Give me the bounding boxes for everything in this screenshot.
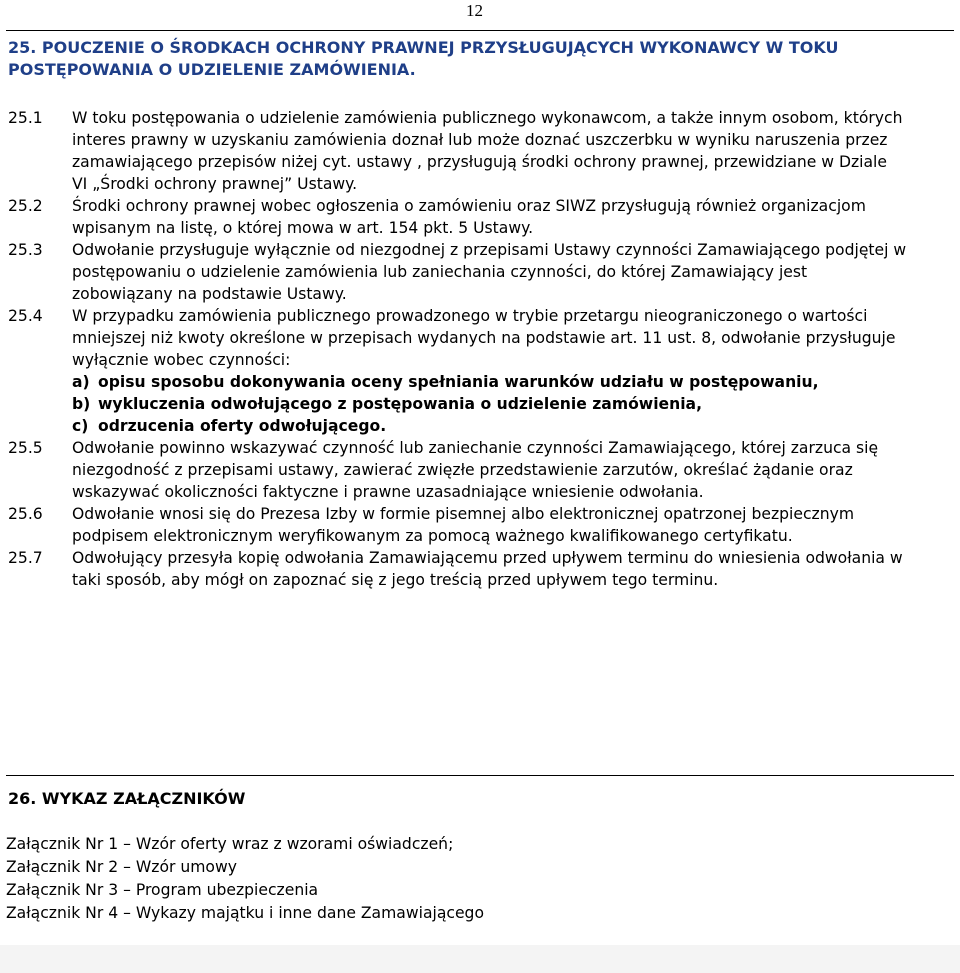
item-number: 25.2 [8, 197, 43, 215]
section-25-items [8, 107, 953, 591]
text-line: VI „Środki ochrony prawnej” Ustawy. [72, 175, 358, 193]
item-number: 25.4 [8, 307, 43, 325]
attachment-item: Załącznik Nr 4 – Wykazy majątku i inne dane Zamawiającego [6, 904, 484, 922]
text-line: Odwołanie przysługuje wyłącznie od niezgodnej z przepisami Ustawy czynności Zamawiającego podjętej w [72, 241, 907, 259]
item-text [72, 547, 953, 591]
text-line: zamawiającego przepisów niżej cyt. ustawy , przysługują środki ochrony prawnej, przewidziane w Dziale [72, 153, 887, 171]
text-line: Odwołujący przesyła kopię odwołania Zamawiającemu przed upływem terminu do wniesienia odwołania w [72, 549, 903, 567]
text-line: mniejszej niż kwoty określone w przepisach wydanych na podstawie art. 11 ust. 8, odwołanie przysługuje [72, 329, 896, 347]
attachment-item: Załącznik Nr 2 – Wzór umowy [6, 858, 237, 876]
item-number: 25.3 [8, 241, 43, 259]
list-marker: b) [72, 395, 91, 413]
item-number: 25.6 [8, 505, 43, 523]
text-line: Odwołanie wnosi się do Prezesa Izby w formie pisemnej albo elektronicznej opatrzonej bezpiecznym [72, 505, 855, 523]
text-line: Odwołanie powinno wskazywać czynność lub zaniechanie czynności Zamawiającego, której zarzuca się [72, 439, 879, 457]
item-25-5 [8, 437, 953, 503]
text-line: niezgodność z przepisami ustawy, zawierać zwięzłe przedstawienie zarzutów, określać żądanie oraz [72, 461, 853, 479]
text-line: wyłącznie wobec czynności: [72, 351, 291, 369]
item-text [72, 107, 953, 195]
list-item-text: opisu sposobu dokonywania oceny spełniania warunków udziału w postępowaniu, [98, 373, 819, 391]
text-line: podpisem elektronicznym weryfikowanym za pomocą ważnego kwalifikowanego certyfikatu. [72, 527, 793, 545]
attachments-list [6, 833, 906, 925]
text-line: W przypadku zamówienia publicznego prowadzonego w trybie przetargu nieograniczonego o wartości [72, 307, 868, 325]
list-item-text: odrzucenia oferty odwołującego. [98, 417, 387, 435]
section-25-title-line1: 25. POUCZENIE O ŚRODKACH OCHRONY PRAWNEJ PRZYSŁUGUJĄCYCH WYKONAWCY W TOKU [8, 38, 839, 57]
text-line: wpisanym na listę, o której mowa w art. 154 pkt. 5 Ustawy. [72, 219, 534, 237]
list-item [72, 415, 953, 437]
list-item [72, 371, 953, 393]
section-26-divider [6, 775, 954, 776]
list-item [72, 393, 953, 415]
section-25-title-line2: POSTĘPOWANIA O UDZIELENIE ZAMÓWIENIA. [8, 60, 416, 79]
page-number: 12 [466, 1, 483, 20]
text-line: zobowiązany na podstawie Ustawy. [72, 285, 347, 303]
list-item-text: wykluczenia odwołującego z postępowania o udzielenie zamówienia, [98, 395, 703, 413]
attachment-item: Załącznik Nr 1 – Wzór oferty wraz z wzorami oświadczeń; [6, 835, 454, 853]
item-text [72, 503, 953, 547]
list-marker: a) [72, 373, 90, 391]
item-25-1 [8, 107, 953, 195]
item-text [72, 305, 953, 437]
item-text [72, 195, 953, 239]
top-divider [6, 30, 954, 31]
list-marker: c) [72, 417, 89, 435]
item-text [72, 437, 953, 503]
item-text [72, 239, 953, 305]
item-list [72, 371, 953, 437]
item-25-7 [8, 547, 953, 591]
section-26-title: 26. WYKAZ ZAŁĄCZNIKÓW [8, 789, 246, 808]
text-line: postępowaniu o udzielenie zamówienia lub zaniechania czynności, do której Zamawiający jest [72, 263, 808, 281]
text-line: wskazywać okoliczności faktyczne i prawne uzasadniające wniesienie odwołania. [72, 483, 704, 501]
text-line: interes prawny w uzyskaniu zamówienia doznał lub może doznać uszczerbku w wyniku naruszenia przez [72, 131, 888, 149]
item-number: 25.5 [8, 439, 43, 457]
item-25-4 [8, 305, 953, 437]
item-25-6 [8, 503, 953, 547]
item-number: 25.7 [8, 549, 43, 567]
attachment-item: Załącznik Nr 3 – Program ubezpieczenia [6, 881, 319, 899]
text-line: Środki ochrony prawnej wobec ogłoszenia o zamówieniu oraz SIWZ przysługują również organizacjom [72, 197, 866, 215]
text-line: taki sposób, aby mógł on zapoznać się z jego treścią przed upływem tego terminu. [72, 571, 719, 589]
item-25-2 [8, 195, 953, 239]
text-line: W toku postępowania o udzielenie zamówienia publicznego wykonawcom, a także innym osobom, których [72, 109, 903, 127]
item-number: 25.1 [8, 109, 43, 127]
section-25-title [8, 37, 952, 81]
page-footer-band [0, 945, 960, 973]
item-25-3 [8, 239, 953, 305]
